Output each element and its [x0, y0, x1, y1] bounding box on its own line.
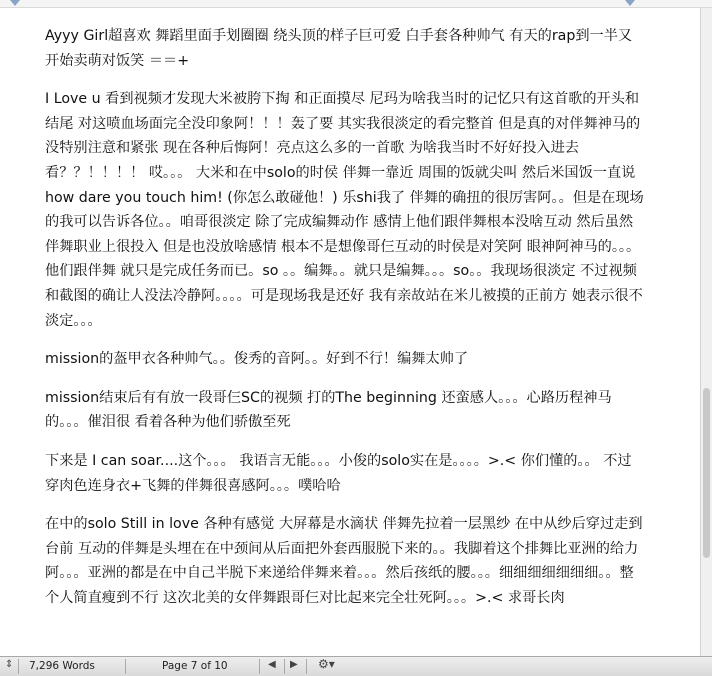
- paragraph[interactable]: 下来是 I can soar....这个。。。 我语言无能。。。小俊的solo实在是。。。。>.< 你们懂的。。 不过穿肉色连身衣+飞舞的伴舞很喜感阿。。。噗哈哈: [45, 452, 632, 494]
- divider: [306, 659, 307, 674]
- word-count[interactable]: 7,296 Words: [29, 660, 95, 672]
- page-indicator[interactable]: Page 7 of 10: [162, 660, 228, 672]
- status-bar: [0, 656, 712, 676]
- paragraph[interactable]: Ayyy Girl超喜欢 舞蹈里面手划圈圈 绕头顶的样子巨可爱 白手套各种帅气 有天的rap到一半又开始卖萌对饭笑 ＝＝+: [45, 28, 633, 69]
- paragraph[interactable]: mission的盔甲衣各种帅气。。俊秀的音阿。。好到不行！编舞太帅了: [45, 351, 469, 368]
- divider: [125, 659, 126, 674]
- top-ruler: [0, 0, 712, 8]
- paragraph[interactable]: mission结束后有有放一段哥仨SC的视频 打的The beginning 还蛮感人。。。心路历程神马的。。。催泪很 看着各种为他们骄傲至死: [45, 389, 612, 431]
- paragraph[interactable]: I Love u 看到视频才发现大米被胯下掏 和正面摸尽 尼玛为啥我当时的记忆只有这首歌的开头和结尾 对这喷血场面完全没印象阿！！！轰了要 其实我很淡定的看完整首 但是真的对伴舞神马的没特别注意和紧张 现在各种后悔阿！亮点这么多的一首歌 为啥我当时不好好投入进去看？？！！！！ 哎。。。 大米和在中solo的时侯 伴舞一靠近 周围的饭就尖叫 然后米国饭一直说 how dare you touch him! (你怎么敢碰他！) 乐shi我了 伴舞的确扭的很厉害阿。。但是在现场的我可以告诉各位。。咱哥很淡定 除了完成编舞动作 感情上他们跟伴舞根本没啥互动 然后虽然伴舞职业上很投入 但是也没放啥感情 根本不是想像哥仨互动的时侯是对笑阿 眼神阿神马的。。。他们跟伴舞 就只是完成任务而已。so 。。编舞。。就只是编舞。。。so。。我现场很淡定 不过视频和截图的确让人没法冷静阿。。。。可是现场我是还好 我有亲故站在米儿被摸的正前方 她表示很不淡定。。。: [45, 91, 644, 329]
- gear-icon[interactable]: ⚙▾: [318, 657, 335, 671]
- document-page[interactable]: [0, 8, 701, 656]
- up-down-arrows-icon[interactable]: ⇕: [5, 659, 14, 670]
- document-body[interactable]: [45, 24, 645, 624]
- divider: [259, 659, 260, 674]
- vertical-scrollbar[interactable]: [700, 8, 712, 656]
- paragraph[interactable]: 在中的solo Still in love 各种有感觉 大屏幕是水滴状 伴舞先拉着一层黑纱 在中从纱后穿过走到台前 互动的伴舞是头埋在在中颈间从后面把外套西服脱下来的。。我脚着这个排舞比亚洲的给力阿。。。亚洲的都是在中自己半脱下来递给伴舞来着。。。然后孩纸的腰。。。细细细细细细细。。整个人简直瘦到不行 这次北美的女伴舞跟哥仨对比起来完全壮死阿。。。>.< 求哥长肉: [45, 516, 643, 606]
- divider: [284, 659, 285, 674]
- scrollbar-thumb[interactable]: [703, 388, 710, 558]
- triangle-left-icon[interactable]: ◀: [268, 659, 276, 670]
- triangle-right-icon[interactable]: ▶: [290, 659, 298, 670]
- left-indent-marker-icon[interactable]: [10, 0, 20, 6]
- right-indent-marker-icon[interactable]: [625, 0, 635, 6]
- divider: [18, 659, 19, 674]
